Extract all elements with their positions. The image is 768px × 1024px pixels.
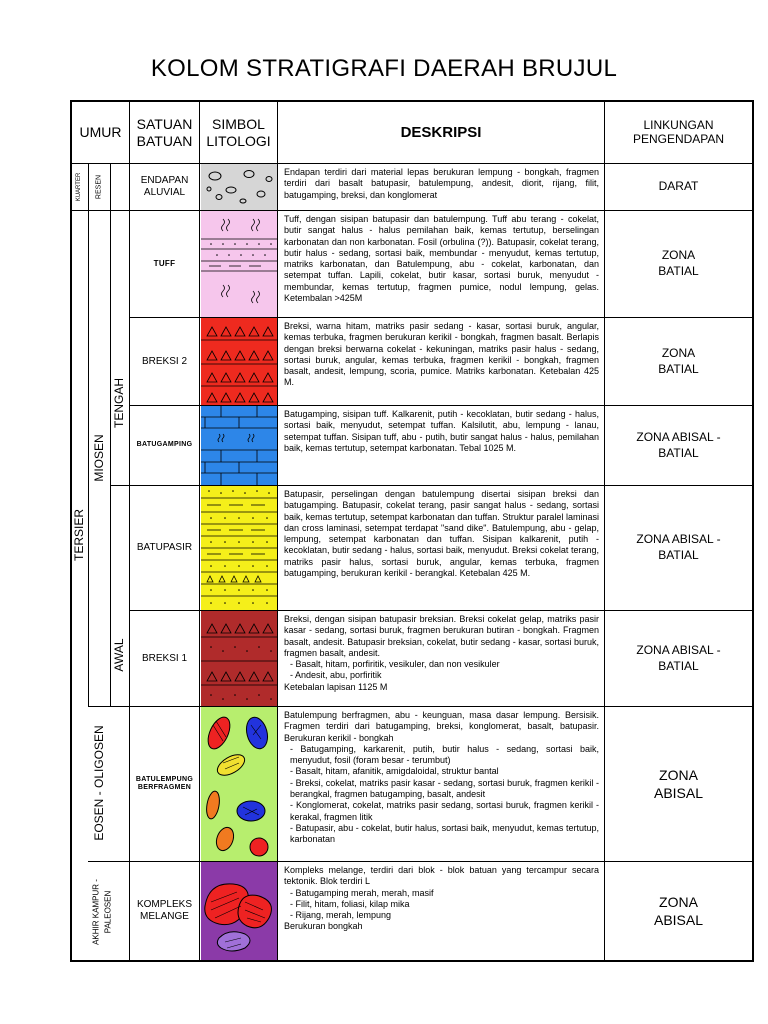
unit-name-breksi-2: BREKSI 2	[141, 355, 188, 367]
page-title: KOLOM STRATIGRAFI DAERAH BRUJUL	[150, 55, 618, 82]
unit-name-batulempung: BATULEMPUNG BERFRAGMEN	[135, 775, 194, 791]
description-breksi-2: Breksi, warna hitam, matriks pasir sedang - kasar, sortasi buruk, angular, kemas terbuka, fragmen berukuran kerikil - bongkah, fragmen basalt. Berlapis dengan breksi berwarna cokelat - kekuningan, matriks pasir halus - sedang, sortasi buruk, angular, kemas terbuka, fragmen kerikil - bongkah, fragmen basalt, andesit, lempung, scoria, pumice. Matriks karbonatan. Ketebalan 425 M.	[284, 321, 599, 388]
description-batupasir: Batupasir, perselingan dengan batulempung disertai sisipan breksi dan batugamping. Batupasir, cokelat terang, pasir sangat halus - sedang, sortasi baik, kemas tertutup, setempat karbonatan dan tuffan. Struktur paralel laminasi dan cross laminasi, setempat terdapat "sand dike". Batulempung, abu - gelap, lempung, setempat karbonatan dan tuffan. Sisipan kalkarenit, putih - kecoklatan, butir sedang - halus, sortasi baik, menyudut. Breksi cokelat terang, matriks pasir halus, sortasi buruk, angular, kemas terbuka, fragmen batugamping, berukuran kerikil - berangkal. Ketebalan 425 M.	[284, 489, 599, 579]
description-tuff: Tuff, dengan sisipan batupasir dan batulempung. Tuff abu terang - cokelat, butir sangat halus - halus pemilahan baik, kemas tertutup, berselingan karbonatan dan non karbonatan. Fosil (orbulina (?)). Batupasir, cokelat terang, butir halus - sedang, sortasi baik, membundar - menyudut, kemas tertutup, matriks karbonatan, dan Batulempung, abu - cokelat, karbonatan, dan setempat tuffan. Lapili, cokelat, butir kasar, sortasi buruk, menyudut - membundar, kemas tertutup, fragmen pumice, nodul lempung, gelas. Ketembalan >425M	[284, 214, 599, 304]
description-batulempung: Batulempung berfragmen, abu - keunguan, masa dasar lempung. Bersisik. Fragmen terdiri dari batugamping, breksi, konglomerat, basalt, batupasir. Berukuran kerikil - bongkah - Batugamping, karkarenit, putih, butir halus - sedang, sortasi baik, menyudut, fosil (foram besar - terumbut) - Basalt, hitam, afanitik, amigdaloidal, struktur bantal - Breksi, cokelat, matriks pasir kasar - sedang, sortasi buruk, fragmen kerikil - berangkal, fragmen batugamping, basalt, andesit - Konglomerat, cokelat, matriks pasir sedang, sortasi buruk, fragmen kerikil - kerakal, fragmen litik - Batupasir, abu - cokelat, butir halus, sortasi baik, menyudut, kemas tertutup, karbonatan	[284, 710, 599, 845]
environment-breksi-1: ZONA ABISAL - BATIAL	[636, 642, 721, 673]
unit-name-aluvial: ENDAPAN ALUVIAL	[140, 175, 189, 198]
unit-name-batupasir: BATUPASIR	[136, 542, 193, 553]
description-breksi-1: Breksi, dengan sisipan batupasir breksian. Breksi cokelat gelap, matriks pasir kasar - sedang, sortasi buruk, fragmen berukuran butiran - bongkah. Fragmen basalt, andesit. Batupasir breksian, cokelat, butir sedang - kasar, sortasi buruk, fragmen basalt, andesit. - Basalt, hitam, porfiritik, vesikuler, dan non vesikuler - Andesit, abu, porfiritik Ketebalan lapisan 1125 M	[284, 614, 599, 692]
age-awal: AWAL	[112, 638, 126, 672]
lithology-aluvial	[201, 164, 277, 210]
environment-aluvial: DARAT	[658, 179, 699, 194]
environment-batulempung: ZONA ABISAL	[653, 766, 704, 801]
description-aluvial: Endapan terdiri dari material lepas berukuran lempung - bongkah, fragmen terdiri dari basalt batupasir, batulempung, andesit, diorit, rijang, filit, batugamping, breksi, dan konglomerat	[284, 167, 599, 200]
environment-melange: ZONA ABISAL	[653, 893, 704, 928]
stratigraphic-column-table	[70, 100, 754, 962]
environment-tuff: ZONA BATIAL	[658, 248, 699, 278]
environment-batupasir: ZONA ABISAL - BATIAL	[636, 532, 721, 562]
age-tengah: TENGAH	[112, 377, 126, 429]
unit-name-breksi-1: BREKSI 1	[141, 652, 188, 664]
lithology-batugamping	[201, 406, 277, 485]
age-akhir-kampur: AKHIR KAMPUR -	[91, 879, 101, 945]
age-eosen-oligosen: EOSEN - OLIGOSEN	[92, 725, 106, 841]
unit-name-tuff: TUFF	[153, 259, 176, 269]
header-simbol-litologi: SIMBOL LITOLOGI	[206, 116, 271, 149]
lithology-batulempung	[201, 707, 277, 861]
age-paleosen: PALEOSEN	[103, 890, 113, 934]
environment-breksi-2: ZONA BATIAL	[658, 345, 699, 376]
age-miosen: MIOSEN	[92, 434, 106, 482]
unit-name-batugamping: BATUGAMPING	[136, 441, 193, 449]
unit-name-melange: KOMPLEKS MELANGE	[136, 899, 193, 922]
description-melange: Kompleks melange, terdiri dari blok - blok batuan yang tercampur secara tektonik. Blok terdiri L - Batugamping merah, merah, masif - Filit, hitam, foliasi, kilap mika - Rijang, merah, lempung Berukuran bongkah	[284, 865, 599, 932]
header-umur: UMUR	[79, 124, 122, 141]
header-lingkungan: LINKUNGAN PENGENDAPAN	[632, 117, 725, 146]
lithology-tuff	[201, 211, 277, 317]
age-tersier: TERSIER	[72, 508, 86, 562]
header-satuan-batuan: SATUAN BATUAN	[136, 116, 193, 149]
lithology-breksi-1	[201, 611, 277, 706]
lithology-melange	[201, 862, 277, 960]
description-batugamping: Batugamping, sisipan tuff. Kalkarenit, putih - kecoklatan, butir sedang - halus, sortasi baik, menyudut, setempat tuffan. Kalsilutit, abu, lempung - lanau, setempat tuffan. Sisipan tuff, abu - putih, butir sangat halus - halus, pemilahan baik, kemas tertutup, setempat karbonatan. Tebal 1025 M.	[284, 409, 599, 453]
age-resen: RESEN	[95, 174, 103, 200]
lithology-batupasir	[201, 486, 277, 610]
age-kuarter: KUARTER	[76, 172, 82, 202]
header-deskripsi: DESKRIPSI	[400, 123, 482, 141]
environment-batugamping: ZONA ABISAL - BATIAL	[636, 429, 721, 460]
lithology-breksi-2	[201, 318, 277, 405]
